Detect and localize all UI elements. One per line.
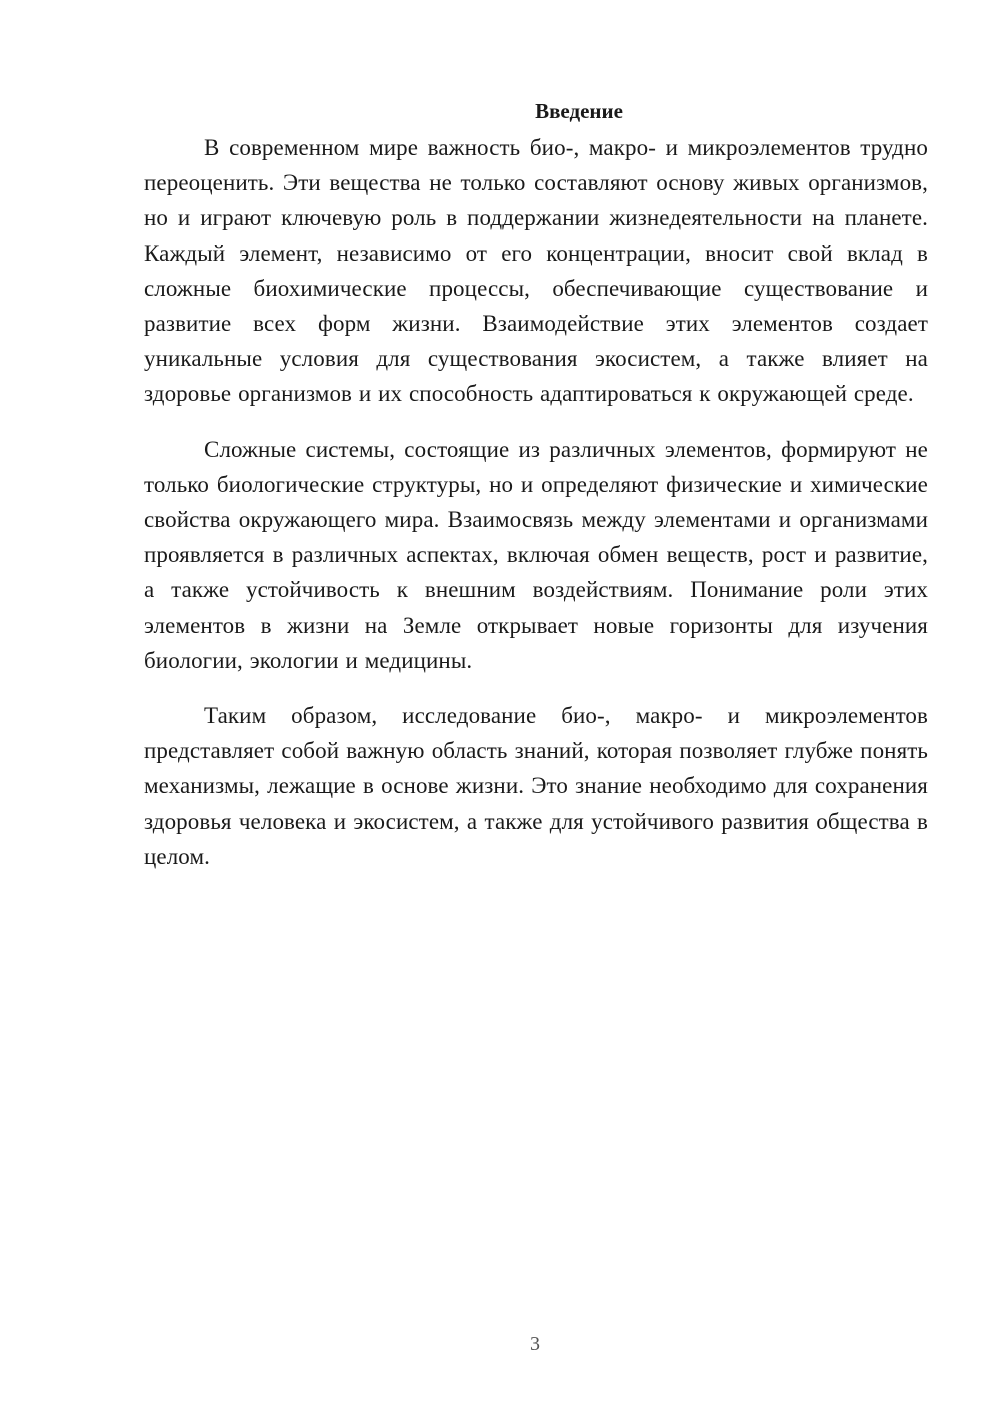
page-content [144, 96, 928, 894]
paragraph-3: Таким образом, исследование био-, макро- и микроэлементов представляет собой важную область знаний, которая позволяет глубже понять механизмы, лежащие в основе жизни. Это знание необходимо для сохранения здоровья человека и экосистем, а также для устойчивого развития общества в целом. [144, 703, 928, 869]
paragraph-2: Сложные системы, состоящие из различных элементов, формируют не только биологические структуры, но и определяют физические и химические свойства окружающего мира. Взаимосвязь между элементами и организмами проявляется в различных аспектах, включая обмен веществ, рост и развитие, а также устойчивость к внешним воздействиям. Понимание роли этих элементов в жизни на Земле открывает новые горизонты для изучения биологии, экологии и медицины. [144, 436, 928, 673]
section-title: Введение [535, 99, 623, 123]
page-number: 3 [530, 1333, 540, 1355]
paragraph-1: В современном мире важность био-, макро- и микроэлементов трудно переоценить. Эти вещества не только составляют основу живых организмов, но и играют ключевую роль в поддержании жизнедеятельности на планете. Каждый элемент, независимо от его концентрации, вносит свой вклад в сложные биохимические процессы, обеспечивающие существование и развитие всех форм жизни. Взаимодействие этих элементов создает уникальные условия для существования экосистем, а также влияет на здоровье организмов и их способность адаптироваться к окружающей среде. [144, 135, 928, 407]
